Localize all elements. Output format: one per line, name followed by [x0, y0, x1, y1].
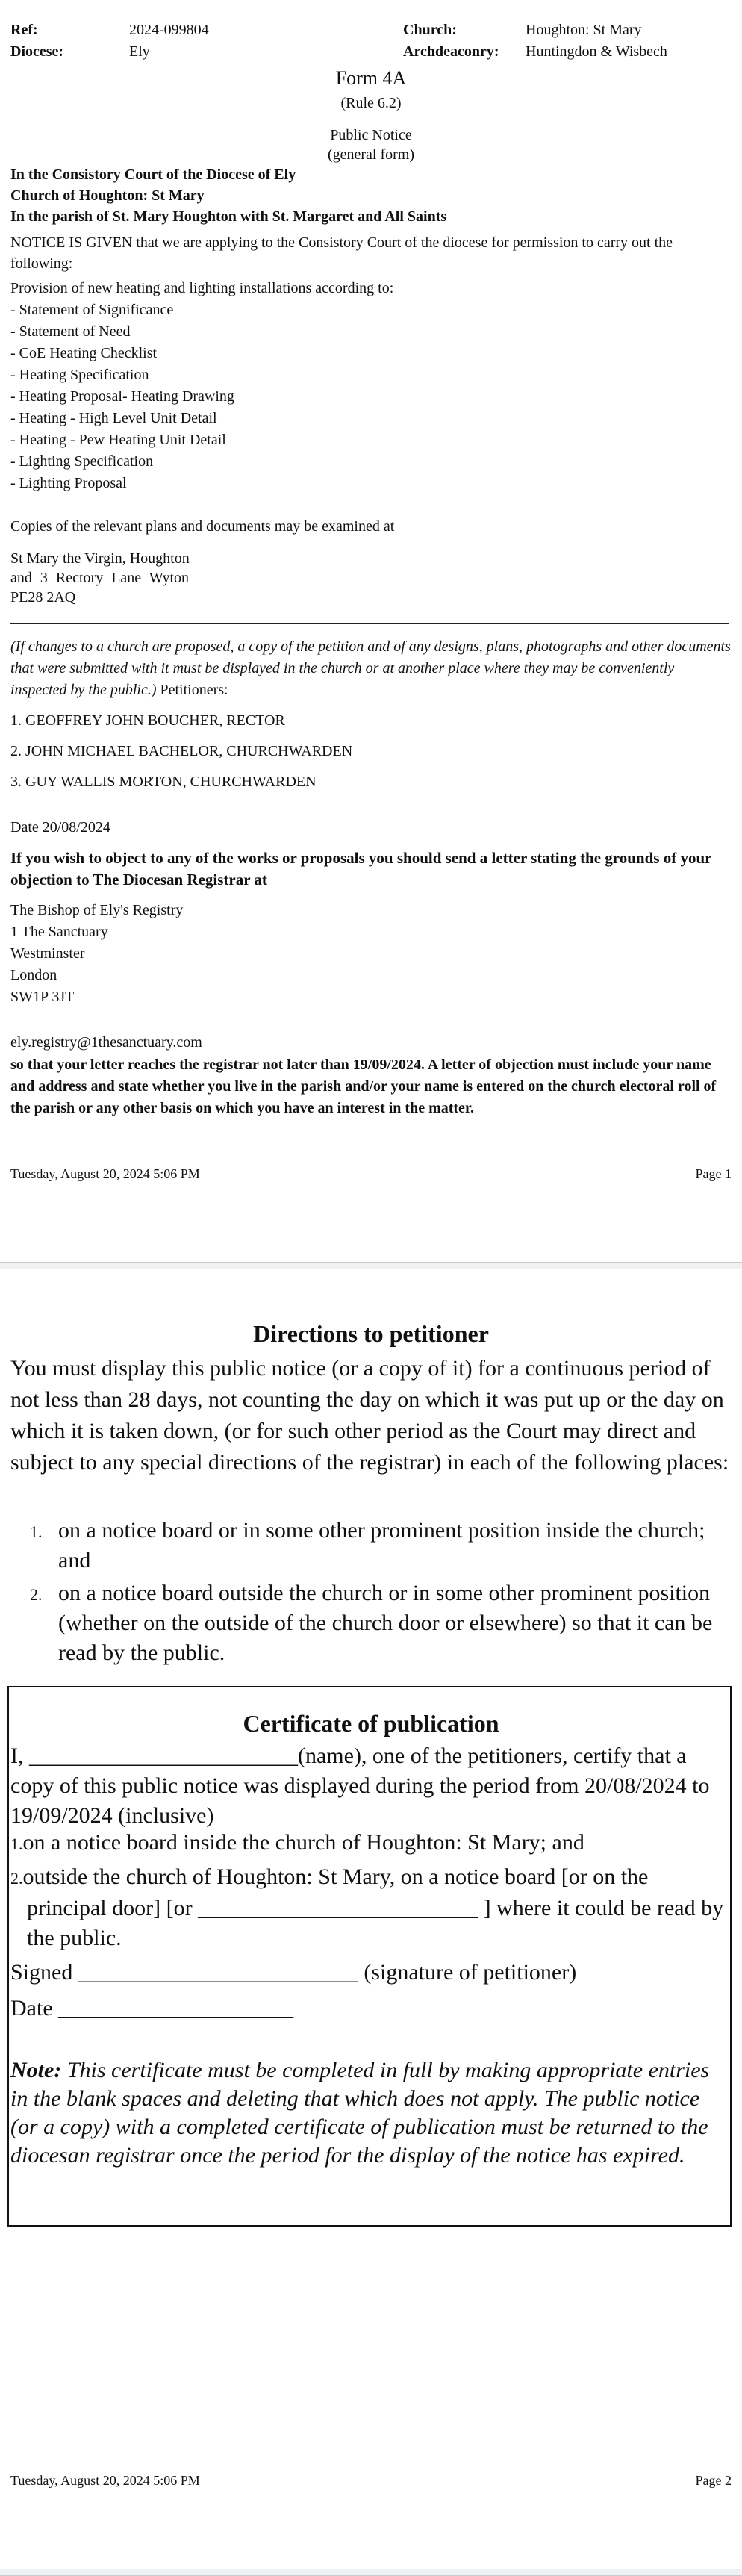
directions-text: You must display this public notice (or a copy of it) for a continuous period of not less than 28 days, not counting the day on which it was put up or the day on which it is taken down, (or for such other period as the Court may direct and subject to any special directions of the registrar) in each of the following places:: [10, 1356, 729, 1475]
document-list: [10, 299, 393, 494]
petitioner-3: 3. GUY WALLIS MORTON, CHURCHWARDEN: [10, 774, 317, 790]
footer-page-number: Page 1: [695, 1166, 732, 1181]
list-item: 2. on a notice board outside the church or in some other prominent position (whether on the outside of the church door or elsewhere) so that it can be read by the public.: [30, 1581, 713, 1665]
copies-text: Copies of the relevant plans and documents may be examined at: [10, 518, 395, 535]
date-line: Date _____________________: [10, 1996, 294, 2020]
notice-text: NOTICE IS GIVEN that we are applying to the Consistory Court of the diocese for permission to carry out the following:: [10, 234, 673, 272]
provision-text: Provision of new heating and lighting installations according to:: [10, 280, 394, 296]
list-item: - Statement of Significance: [10, 302, 174, 318]
divider: [10, 623, 729, 624]
church-values: [526, 19, 667, 63]
ref-value: 2024-099804: [129, 22, 209, 38]
provision-section: [10, 278, 393, 494]
objection-heading: If you wish to object to any of the works or proposals you should send a letter stating the grounds of your objection to The Diocesan Registrar at: [10, 849, 712, 889]
list-item: 1. on a notice board or in some other prominent position inside the church; and: [30, 1518, 705, 1572]
church-labels: Church: Archdeaconry:: [403, 22, 499, 60]
directions-list: [10, 1516, 732, 1671]
letter-requirements: so that your letter reaches the registrar not later than 19/09/2024. A letter of objection must include your name and address and state whether you live in the parish and/or your name is entered on the church electoral roll of the parish or any other basis on which you have an interest in the matter.: [10, 1057, 717, 1116]
footer-page-number: Page 2: [695, 2473, 732, 2488]
archdeaconry-value: Huntingdon & Wisbech: [526, 43, 667, 60]
list-item: - Heating Specification: [10, 367, 149, 383]
registry-address: The Bishop of Ely's Registry 1 The Sanctuary Westminster London SW1P 3JT: [10, 902, 184, 1005]
ref-label: Ref: Diocese:: [10, 22, 64, 60]
certificate-item-2: 2.outside the church of Houghton: St Mary, on a notice board [or on the principal door] [or _________________________ ] where it could be read by the public.: [10, 1864, 724, 1950]
list-item: - CoE Heating Checklist: [10, 345, 158, 361]
signed-line: Signed _________________________ (signature of petitioner): [10, 1960, 577, 1985]
notice-date: Date 20/08/2024: [10, 819, 110, 836]
diocese-value: Ely: [129, 43, 150, 60]
certificate-item-1: 1.on a notice board inside the church of Houghton: St Mary; and: [10, 1830, 584, 1855]
directions-title: Directions to petitioner: [253, 1320, 489, 1347]
petitioner-1: 1. GEOFFREY JOHN BOUCHER, RECTOR: [10, 712, 285, 729]
certificate-title: Certificate of publication: [243, 1710, 499, 1737]
ref-values: [129, 19, 209, 63]
list-item: - Heating - Pew Heating Unit Detail: [10, 432, 226, 448]
registry-email: ely.registry@1thesanctuary.com: [10, 1034, 202, 1051]
list-item: - Heating - High Level Unit Detail: [10, 410, 217, 426]
footer-timestamp: Tuesday, August 20, 2024 5:06 PM: [10, 1166, 200, 1181]
page-separator: [0, 2569, 742, 2576]
page-1: [0, 0, 742, 1262]
page-2: [0, 1269, 742, 2569]
footer-timestamp: Tuesday, August 20, 2024 5:06 PM: [10, 2473, 200, 2488]
certificate-note: Note: This certificate must be completed in full by making appropriate entries in the blank spaces and deleting that which does not apply. The public notice (or a copy) with a completed certificate of publication must be returned to the diocesan registrar once the period for the display of the notice has expired.: [10, 2058, 710, 2168]
form-title: Form 4A: [335, 67, 407, 89]
petition-note: (If changes to a church are proposed, a copy of the petition and of any designs, plans, photographs and other documents that were submitted with it must be displayed in the church or at another place where they may be conveniently inspected by the public.) Petitioners:: [10, 638, 731, 698]
list-item: - Heating Proposal- Heating Drawing: [10, 388, 234, 405]
petitioner-2: 2. JOHN MICHAEL BACHELOR, CHURCHWARDEN: [10, 743, 353, 759]
certificate-statement: I, ________________________(name), one of the petitioners, certify that a copy of this public notice was displayed during the period from 20/08/2024 to 19/09/2024 (inclusive): [10, 1743, 710, 1828]
public-notice-heading: Public Notice (general form): [327, 127, 415, 163]
church-value: Houghton: St Mary: [526, 22, 642, 38]
list-item: - Lighting Proposal: [10, 475, 127, 491]
list-item: - Lighting Specification: [10, 453, 154, 470]
page-separator: [0, 1262, 742, 1269]
court-heading: In the Consistory Court of the Diocese of Ely Church of Houghton: St Mary In the parish of St. Mary Houghton with St. Margaret and All Saints: [10, 167, 447, 225]
examine-address: St Mary the Virgin, Houghton and 3 Rectory Lane Wyton PE28 2AQ: [10, 550, 190, 606]
list-item: - Statement of Need: [10, 323, 131, 340]
form-rule: (Rule 6.2): [340, 95, 402, 111]
